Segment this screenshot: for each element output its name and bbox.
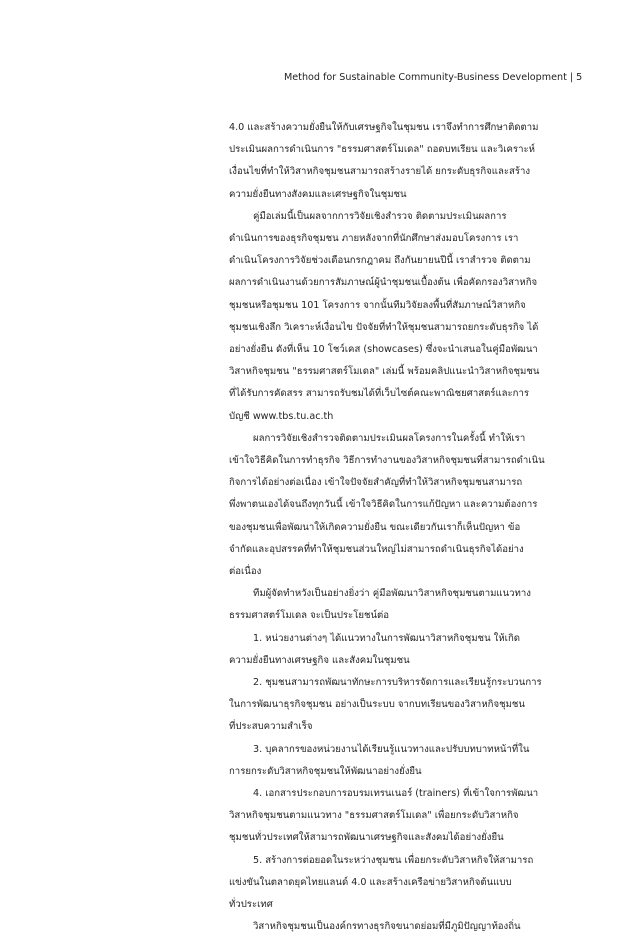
text-line: ธรรมศาสตร์โมเดล จะเป็นประโยชน์ต่อ xyxy=(229,610,390,622)
text-line: 5. สร้างการต่อยอดในระหว่างชุมชน เพื่อยกระดับวิสาหกิจให้สามารถ xyxy=(253,854,534,866)
text-line: เข้าใจวิธีคิดในการทำธุรกิจ วิธีการทำงานของวิสาหกิจชุมชนที่สามารถดำเนิน xyxy=(229,455,545,466)
text-line: ต่อเนื่อง xyxy=(229,566,262,577)
text-line: ทีมผู้จัดทำหวังเป็นอย่างยิ่งว่า คู่มือพัฒนาวิสาหกิจชุมชนตามแนวทาง xyxy=(253,588,531,600)
text-line: พึ่งพาตนเองได้จนถึงทุกวันนี้ เข้าใจวิธีคิดในการแก้ปัญหา และความต้องการ xyxy=(229,499,538,511)
text-line: ความยั่งยืนทางเศรษฐกิจ และสังคมในชุมชน xyxy=(229,654,410,666)
text-line: บัญชี www.tbs.tu.ac.th xyxy=(229,410,334,422)
text-line: ทั่วประเทศ xyxy=(229,899,273,910)
text-line: 4.0 และสร้างความยั่งยืนให้กับเศรษฐกิจในชุมชน เราจึงทำการศึกษาติดตาม xyxy=(229,122,539,133)
text-line: ผลการดำเนินงานด้วยการสัมภาษณ์ผู้นำชุมชนเบื้องต้น เพื่อคัดกรองวิสาหกิจ xyxy=(229,277,538,289)
text-line: กิจการได้อย่างต่อเนื่อง เข้าใจปัจจัยสำคัญที่ทำให้วิสาหกิจชุมชนสามารถ xyxy=(229,477,523,489)
text-line: ที่ได้รับการคัดสรร สามารถรับชมได้ที่เว็บไซต์คณะพาณิชยศาสตร์และการ xyxy=(229,388,530,400)
text-line: ที่ประสบความสำเร็จ xyxy=(229,721,313,733)
text-line: วิสาหกิจชุมชน "ธรรมศาสตร์โมเดล" เล่มนี้ พร้อมคลิปแนะนำวิสาหกิจชุมชน xyxy=(229,366,540,378)
text-line: 3. บุคลากรของหน่วยงานได้เรียนรู้แนวทางและปรับบทบาทหน้าที่ใน xyxy=(253,743,530,755)
text-line: อย่างยั่งยืน ดังที่เห็น 10 โชว์เคส (showcases) ซึ่งจะนำเสนอในคู่มือพัฒนา xyxy=(229,344,538,355)
text-line: ผลการวิจัยเชิงสำรวจติดตามประเมินผลโครงการในครั้งนี้ ทำให้เรา xyxy=(253,432,526,444)
running-header: Method for Sustainable Community-Business Development | 5 xyxy=(284,72,583,83)
text-line: วิสาหกิจชุมชนตามแนวทาง "ธรรมศาสตร์โมเดล" เพื่อยกระดับวิสาหกิจ xyxy=(229,810,519,822)
text-line: คู่มือเล่มนี้เป็นผลจากการวิจัยเชิงสำรวจ ติดตามประเมินผลการ xyxy=(253,210,507,222)
text-line: 1. หน่วยงานต่างๆ ได้แนวทางในการพัฒนาวิสาหกิจชุมชน ให้เกิด xyxy=(253,632,520,644)
text-line: ชุมชนหรือชุมชน 101 โครงการ จากนั้นทีมวิจัยลงพื้นที่สัมภาษณ์วิสาหกิจ xyxy=(229,299,526,311)
text-line: วิสาหกิจชุมชนเป็นองค์กรทางธุรกิจขนาดย่อมที่มีภูมิปัญญาท้องถิ่น xyxy=(253,921,521,933)
text-line: ชุมชนทั่วประเทศให้สามารถพัฒนาเศรษฐกิจและสังคมได้อย่างยั่งยืน xyxy=(229,832,504,844)
text-line: ประเมินผลการดำเนินการ "ธรรมศาสตร์โมเดล" ถอดบทเรียน และวิเคราะห์ xyxy=(229,144,535,156)
text-line: ในการพัฒนาธุรกิจชุมชน อย่างเป็นระบบ จากบทเรียนของวิสาหกิจชุมชน xyxy=(229,699,525,711)
text-line: ดำเนินการของธุรกิจชุมชน ภายหลังจากที่นักศึกษาส่งมอบโครงการ เรา xyxy=(229,233,519,244)
text-line: เงื่อนไขที่ทำให้วิสาหกิจชุมชนสามารถสร้างรายได้ ยกระดับธุรกิจและสร้าง xyxy=(229,166,531,178)
text-line: จำกัดและอุปสรรคที่ทำให้ชุมชนส่วนใหญ่ไม่สามารถดำเนินธุรกิจได้อย่าง xyxy=(229,543,524,555)
text-line: ชุมชนเชิงลึก วิเคราะห์เงื่อนไข ปัจจัยที่ทำให้ชุมชนสามารถยกระดับธุรกิจ ได้ xyxy=(229,321,539,333)
text-line: ความยั่งยืนทางสังคมและเศรษฐกิจในชุมชน xyxy=(229,188,407,200)
text-line: ของชุมชนเพื่อพัฒนาให้เกิดความยั่งยืน ขณะเดียวกันเราก็เห็นปัญหา ข้อ xyxy=(229,521,521,533)
text-line: 2. ชุมชนสามารถพัฒนาทักษะการบริหารจัดการและเรียนรู้กระบวนการ xyxy=(253,677,542,688)
text-line: ดำเนินโครงการวิจัยช่วงเดือนกรกฎาคม ถึงกันยายนปีนี้ เราสำรวจ ติดตาม xyxy=(229,255,531,267)
text-line: การยกระดับวิสาหกิจชุมชนให้พัฒนาอย่างยั่งยืน xyxy=(229,765,422,777)
text-line: 4. เอกสารประกอบการอบรมเทรนเนอร์ (trainers) ที่เข้าใจการพัฒนา xyxy=(253,788,539,799)
text-line: แข่งขันในตลาดยุคไทยแลนด์ 4.0 และสร้างเครือข่ายวิสาหกิจต้นแบบ xyxy=(229,876,512,888)
